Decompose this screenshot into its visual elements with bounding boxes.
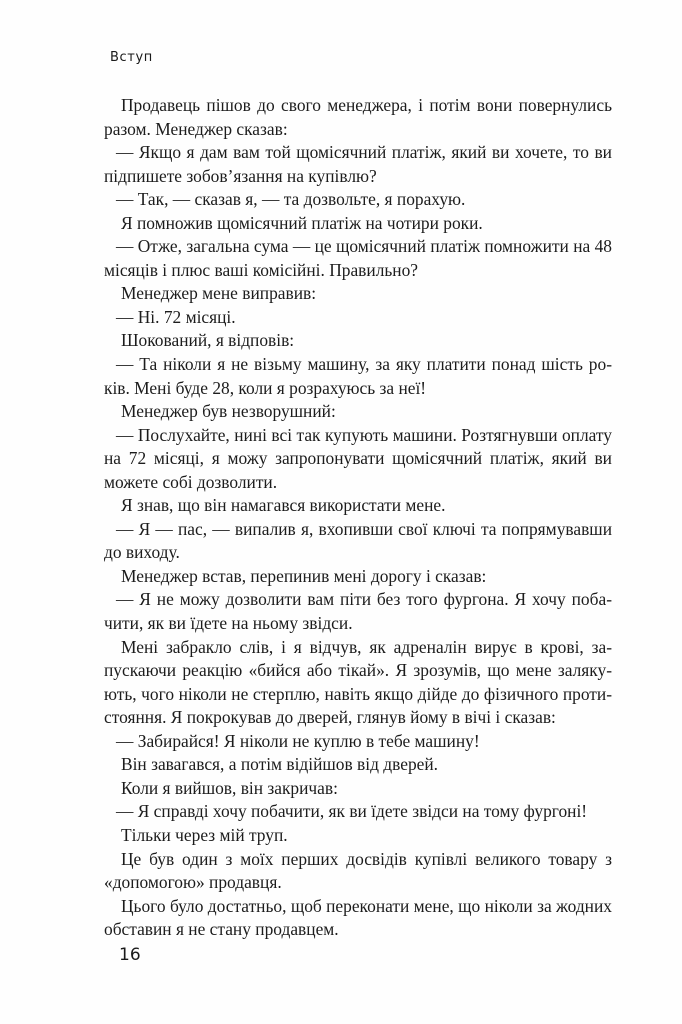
dialogue-line: — Якщо я дам вам той щомісячний платіж, який ви хочете, то ви підпишете зобов’язання на купівлю? <box>104 142 612 186</box>
paragraph: Продавець пішов до свого менеджера, і потім вони повернулись разом. Менеджер сказав: <box>104 95 612 139</box>
paragraph: Коли я вийшов, він закричав: <box>121 777 338 798</box>
dialogue-line: — Я не можу дозволити вам піти без того фургона. Я хочу побачити, як ви їдете на ньому звідси. <box>104 589 612 634</box>
paragraph: Менеджер був незворушний: <box>121 401 336 422</box>
dialogue-line: — Забирайся! Я ніколи не куплю в тебе машину! <box>116 730 480 751</box>
dialogue-line: — Та ніколи я не візьму машину, за яку платити понад шість років. Мені буде 28, коли я розрахуюсь за неї! <box>104 354 612 398</box>
paragraph: Менеджер мене виправив: <box>121 283 317 304</box>
page-number: 16 <box>119 945 141 965</box>
dialogue-line: — Ні. 72 місяці. <box>116 306 236 327</box>
paragraph: Тільки через мій труп. <box>121 824 288 845</box>
running-head: Вступ <box>110 50 153 65</box>
paragraph: Я знав, що він намагався використати мене. <box>121 495 446 516</box>
paragraph: Менеджер встав, перепинив мені дорогу і сказав: <box>121 565 487 586</box>
paragraph: Мені забракло слів, і я відчув, як адреналін вирує в крові, запускаючи реакцію «бийся або тікай». Я зрозумів, що мене залякують, чого ніколи не стерплю, навіть якщо дійде до фізичного протистояння. Я покрокував до дверей, глянув йому в вічі і сказав: <box>104 636 612 728</box>
paragraph: Це був один з моїх перших досвідів купівлі великого товару з «допомогою» продавця. <box>104 848 612 893</box>
dialogue-line: — Отже, загальна сума — це щомісячний платіж помножити на 48 місяців і плюс ваші комісійні. Правильно? <box>104 236 612 280</box>
dialogue-line: — Так, — сказав я, — та дозвольте, я порахую. <box>116 189 466 210</box>
paragraph: Шокований, я відповів: <box>121 330 295 351</box>
body-text <box>104 94 612 942</box>
paragraph: Він завагався, а потім відійшов від дверей. <box>121 754 439 775</box>
dialogue-line: — Я справді хочу побачити, як ви їдете звідси на тому фургоні! <box>116 801 588 822</box>
paragraph: Я помножив щомісячний платіж на чотири роки. <box>121 212 483 233</box>
paragraph: Цього було достатньо, щоб переконати мене, що ніколи за жодних обставин я не стану продавцем. <box>104 895 612 940</box>
dialogue-line: — Я — пас, — випалив я, вхопивши свої ключі та попрямувавши до виходу. <box>104 518 612 563</box>
dialogue-line: — Послухайте, нині всі так купують машини. Розтягнувши оплату на 72 місяці, я можу запропонувати щомісячний платіж, який ви можете собі дозволити. <box>104 424 612 492</box>
